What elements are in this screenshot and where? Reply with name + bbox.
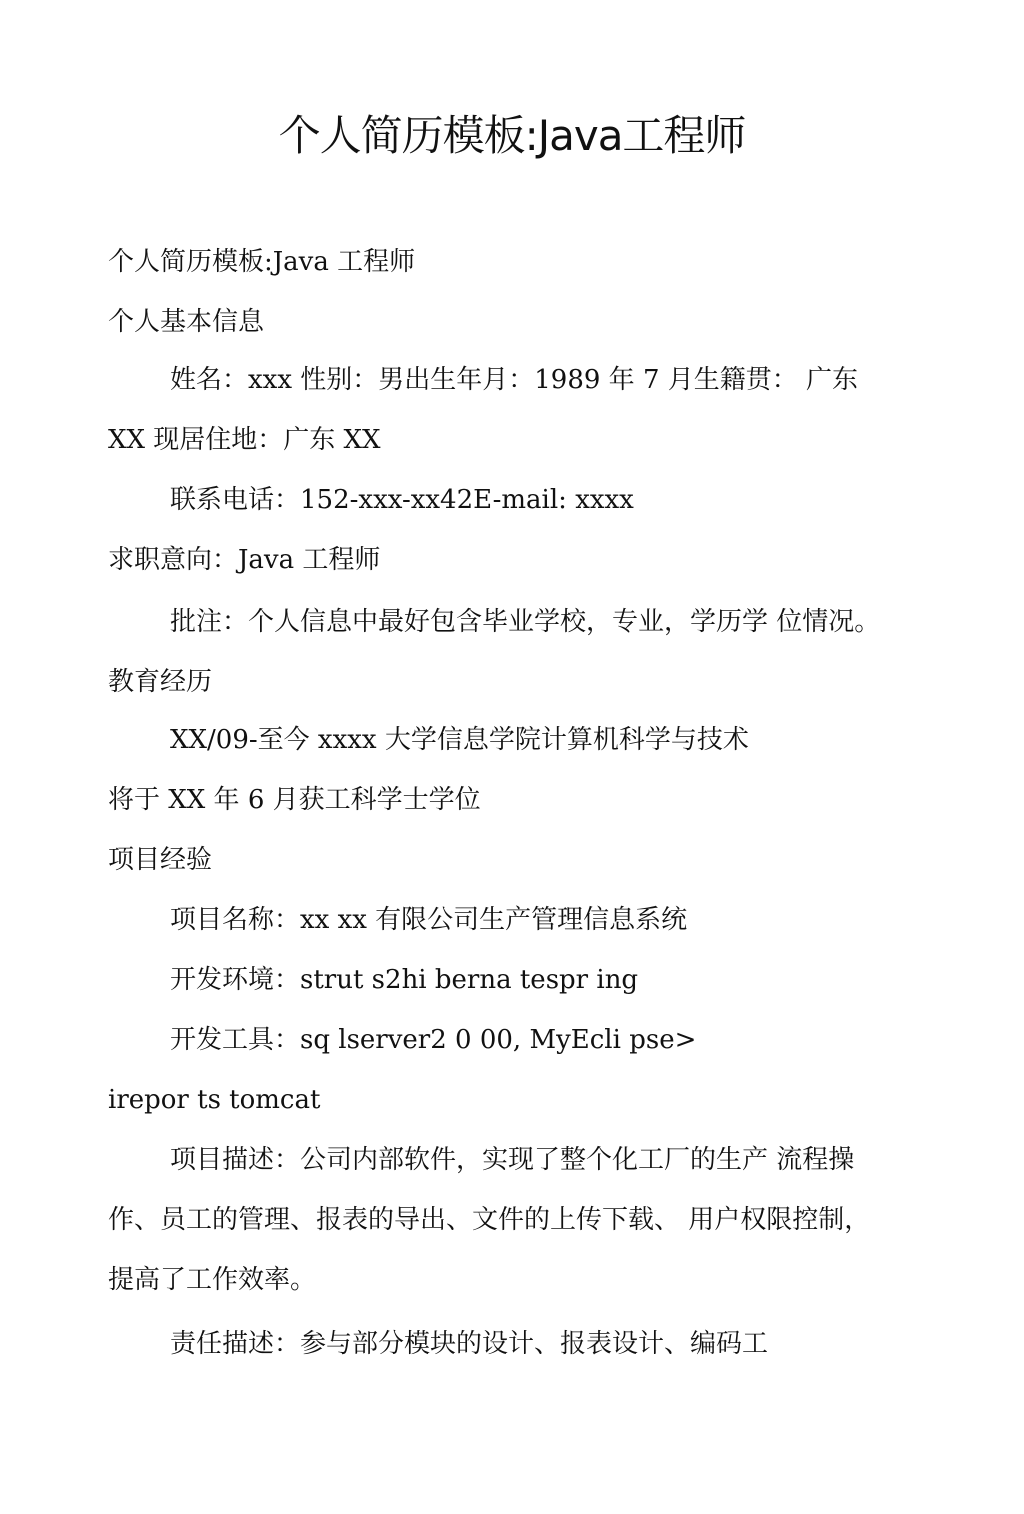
job-objective: 求职意向：Java 工程师 [108,545,381,575]
responsibility-description: 责任描述：参与部分模块的设计、报表设计、编码工 [170,1329,769,1359]
resume-heading: 个人简历模板:Java 工程师 [108,247,416,277]
project-description-line-3: 提高了工作效率。 [108,1265,317,1295]
document-title: 个人简历模板:Java工程师 [278,111,746,160]
contact-info: 联系电话：152-xxx-xx42E-mail: xxxx [170,485,634,515]
section-projects: 项目经验 [108,845,213,875]
project-tools-continued: irepor ts tomcat [108,1085,321,1115]
project-environment: 开发环境：strut s2hi berna tespr ing [170,965,639,995]
project-name: 项目名称：xx xx 有限公司生产管理信息系统 [170,905,688,935]
education-entry: XX/09-至今 xxxx 大学信息学院计算机科学与技术 [170,725,749,755]
project-tools: 开发工具：sq lserver2 0 00, MyEcli pse> [170,1025,697,1055]
section-education: 教育经历 [108,667,213,697]
project-description: 项目描述：公司内部软件，实现了整个化工厂的生产 流程操 [170,1145,855,1175]
project-description-line-2: 作、员工的管理、报表的导出、文件的上传下载、 用户权限控制， [108,1205,871,1235]
annotation-note: 批注：个人信息中最好包含毕业学校，专业，学历学 位情况。 [170,607,881,637]
personal-details-continued: XX 现居住地：广东 XX [108,425,381,455]
section-basic-info: 个人基本信息 [108,307,265,337]
education-degree: 将于 XX 年 6 月获工科学士学位 [108,785,481,815]
personal-details: 姓名：xxx 性别：男出生年月：1989 年 7 月生籍贯： 广东 [170,365,859,395]
